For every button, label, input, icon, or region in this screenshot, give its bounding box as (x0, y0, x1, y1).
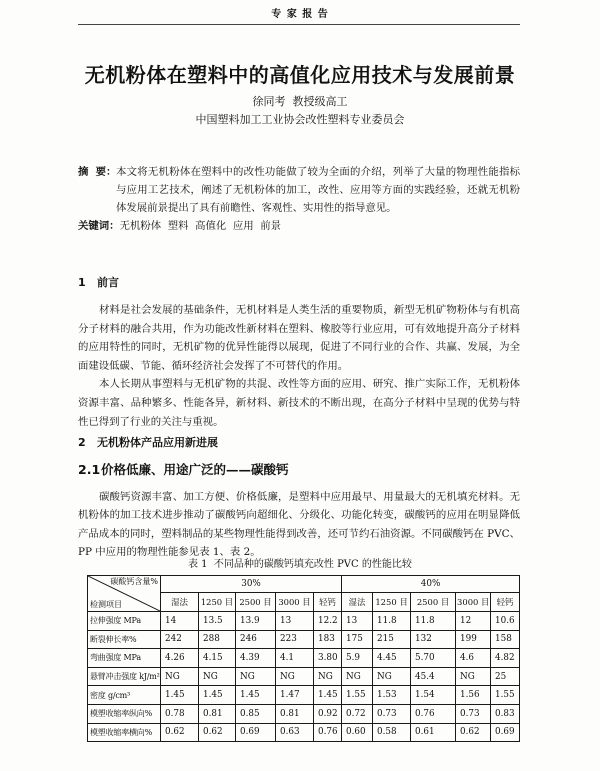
row-label-elongation-at-break: 断裂伸长率% (88, 630, 161, 649)
table-cell: 13 (342, 612, 373, 631)
keywords (78, 217, 281, 235)
table-cell: 0.81 (199, 704, 236, 723)
table-cell: 0.63 (276, 723, 314, 742)
table-cell: 4.45 (373, 649, 411, 668)
body-line: 分子材料的融合共用，作为功能改性新材料在塑料、橡胶等行业应用，可有效地提升高分子材料 (78, 322, 520, 335)
table-cell: 0.62 (161, 723, 199, 742)
table-cell: NG (276, 667, 314, 686)
table-1 (87, 575, 520, 742)
table-cell: 0.69 (491, 723, 520, 742)
table-caption: 表 1 不同品种的碳酸钙填充改性 PVC 的性能比较 (188, 559, 412, 570)
table-cell: 215 (373, 630, 411, 649)
table-row (88, 704, 520, 723)
journal-column-header: 专 家 报 告 (271, 9, 329, 20)
table-cell: 1.45 (199, 686, 236, 705)
column-header: 2500 目 (411, 593, 456, 612)
table-cell: NG (199, 667, 236, 686)
body-line: 本人长期从事塑料与无机矿物的共混、改性等方面的应用、研究、推广实际工作，无机粉体 (99, 378, 520, 391)
column-header: 湿法 (342, 593, 373, 612)
column-header: 2500 目 (236, 593, 276, 612)
row-label-flexural-strength: 弯曲强度 MPa (88, 649, 161, 668)
table-cell: NG (236, 667, 276, 686)
table-cell: 0.72 (342, 704, 373, 723)
introduction-body (78, 301, 520, 431)
corner-label-items: 检测项目 (90, 600, 122, 609)
corner-label-content: 碳酸钙含量% (110, 577, 158, 586)
section-heading-new-progress (78, 434, 218, 452)
table-cell: 0.76 (314, 723, 342, 742)
subsection-heading-calcium-carbonate (78, 460, 289, 480)
table-cell: 0.85 (236, 704, 276, 723)
table-cell: 0.73 (373, 704, 411, 723)
table-cell: 1.45 (314, 686, 342, 705)
keywords-label: 关键词： (78, 220, 120, 232)
body-line: 面建设低碳、节能、循环经济社会发挥了不可替代的作用。 (78, 359, 349, 372)
table-cell: 13.5 (199, 612, 236, 631)
affiliation-line: 中国塑料加工工业协会改性塑料专业委员会 (195, 113, 405, 126)
abstract-line: 与应用工艺技术，阐述了无机粉体的加工，改性、应用等方面的实践经验，还就无机粉 (116, 184, 520, 196)
table-cell: 45.4 (411, 667, 456, 686)
table-cell: 12.2 (314, 612, 342, 631)
table-cell: 4.26 (161, 649, 199, 668)
table-corner-cell (88, 576, 161, 612)
article-title: 无机粉体在塑料中的高值化应用技术与发展前景 (84, 63, 516, 87)
row-label-tensile-strength: 拉伸强度 MPa (88, 612, 161, 631)
author-line: 徐同考 教授级高工 (252, 95, 348, 108)
section-title: 前言 (97, 276, 119, 289)
row-label-mold-shrinkage-transverse: 模塑收缩率横向% (88, 723, 161, 742)
table-cell: 0.58 (373, 723, 411, 742)
table-cell: NG (314, 667, 342, 686)
table-cell: 199 (456, 630, 491, 649)
table-cell: NG (456, 667, 491, 686)
table-cell: 223 (276, 630, 314, 649)
section-number: 2 (78, 436, 86, 449)
table-cell: NG (161, 667, 199, 686)
section-heading-introduction (78, 274, 119, 292)
table-cell: 3.80 (314, 649, 342, 668)
table-cell: 1.55 (342, 686, 373, 705)
table-cell: 1.45 (236, 686, 276, 705)
table-cell: 1.47 (276, 686, 314, 705)
table-cell: 0.62 (456, 723, 491, 742)
column-header: 湿法 (161, 593, 199, 612)
table-row (88, 667, 520, 686)
body-line: 的应用特性的同时，无机矿物的优异性能得以展现，促进了不同行业的合作、共赢、发展，为全 (78, 341, 520, 354)
table-cell: 13 (276, 612, 314, 631)
body-line: 碳酸钙资源丰富、加工方便、价格低廉，是塑料中应用最早、用量最大的无机填充材料。无 (99, 491, 520, 503)
table-cell: 0.92 (314, 704, 342, 723)
table-cell: 11.8 (411, 612, 456, 631)
body-line: 性已得到了行业的关注与重视。 (78, 415, 224, 428)
table-cell: 1.55 (491, 686, 520, 705)
abstract-label: 摘 要： (78, 166, 117, 178)
section-number: 1 (78, 276, 86, 289)
table-cell: 1.45 (161, 686, 199, 705)
table-cell: 25 (491, 667, 520, 686)
table-row (88, 612, 520, 631)
table-cell: 1.54 (411, 686, 456, 705)
table-row (88, 630, 520, 649)
subsection-title: 价格低廉、用途广泛的——碳酸钙 (101, 462, 289, 477)
table-cell: 0.83 (491, 704, 520, 723)
group-header-30pct: 30% (161, 576, 342, 593)
table-cell: 0.60 (342, 723, 373, 742)
table-cell: NG (373, 667, 411, 686)
table-cell: 288 (199, 630, 236, 649)
table-cell: 1.53 (373, 686, 411, 705)
section-title: 无机粉体产品应用新进展 (97, 436, 218, 449)
table-cell: 0.76 (411, 704, 456, 723)
table-cell: 5.70 (411, 649, 456, 668)
table-cell: 11.8 (373, 612, 411, 631)
table-cell: 0.81 (276, 704, 314, 723)
body-line: PP 中应用的物理性能参见表 1、表 2。 (78, 546, 261, 559)
abstract-line: 体发展前景提出了具有前瞻性、客观性、实用性的指导意见。 (116, 202, 397, 214)
table-cell: 5.9 (342, 649, 373, 668)
table-cell: 0.78 (161, 704, 199, 723)
abstract-text (116, 163, 520, 217)
table-cell: 13.9 (236, 612, 276, 631)
row-label-izod-impact-strength: 悬臂冲击强度 kJ/m² (88, 667, 161, 686)
table-row (88, 686, 520, 705)
body-line: 产品成本的同时，塑料制品的某些物理性能得到改善，还可节约石油资源。不同碳酸钙在 PVC、 (78, 527, 520, 540)
calcium-carbonate-body (78, 488, 520, 562)
keywords-text: 无机粉体 塑料 高值化 应用 前景 (119, 220, 282, 232)
table-cell: 10.6 (491, 612, 520, 631)
table-cell: 158 (491, 630, 520, 649)
abstract-line: 本文将无机粉体在塑料中的改性功能做了较为全面的介绍，列举了大量的物理性能指标 (116, 166, 520, 178)
table-cell: 4.39 (236, 649, 276, 668)
table-cell: 246 (236, 630, 276, 649)
column-header: 3000 目 (276, 593, 314, 612)
body-line: 资源丰富、品种繁多、性能各异，新材料、新技术的不断出现，在高分子材料中呈现的优势与特 (78, 396, 520, 409)
column-header: 3000 目 (456, 593, 491, 612)
table-cell: 4.1 (276, 649, 314, 668)
row-label-mold-shrinkage-longitudinal: 模塑收缩率纵向% (88, 704, 161, 723)
group-header-40pct: 40% (342, 576, 520, 593)
table-cell: 0.73 (456, 704, 491, 723)
header-rule (78, 24, 520, 25)
properties-table (87, 575, 520, 742)
table-cell: 1.56 (456, 686, 491, 705)
table-cell: 0.69 (236, 723, 276, 742)
table-cell: 4.6 (456, 649, 491, 668)
body-line: 机粉体的加工技术进步推动了碳酸钙向超细化、分级化、功能化转变，碳酸钙的应用在明显降低 (78, 509, 520, 522)
table-row (88, 649, 520, 668)
column-header: 1250 目 (373, 593, 411, 612)
table-cell: 175 (342, 630, 373, 649)
subsection-number: 2.1 (78, 462, 101, 477)
table-cell: 183 (314, 630, 342, 649)
table-cell: 14 (161, 612, 199, 631)
table-cell: 0.62 (199, 723, 236, 742)
table-cell: 12 (456, 612, 491, 631)
column-header: 轻钙 (491, 593, 520, 612)
table-cell: 4.82 (491, 649, 520, 668)
row-label-density: 密度 g/cm³ (88, 686, 161, 705)
table-row (88, 723, 520, 742)
table-cell: 132 (411, 630, 456, 649)
column-header: 1250 目 (199, 593, 236, 612)
table-cell: 242 (161, 630, 199, 649)
body-line: 材料是社会发展的基础条件，无机材料是人类生活的重要物质，新型无机矿物粉体与有机高 (99, 304, 520, 316)
table-cell: 0.61 (411, 723, 456, 742)
table-cell: 4.15 (199, 649, 236, 668)
column-header: 轻钙 (314, 593, 342, 612)
table-cell: NG (342, 667, 373, 686)
